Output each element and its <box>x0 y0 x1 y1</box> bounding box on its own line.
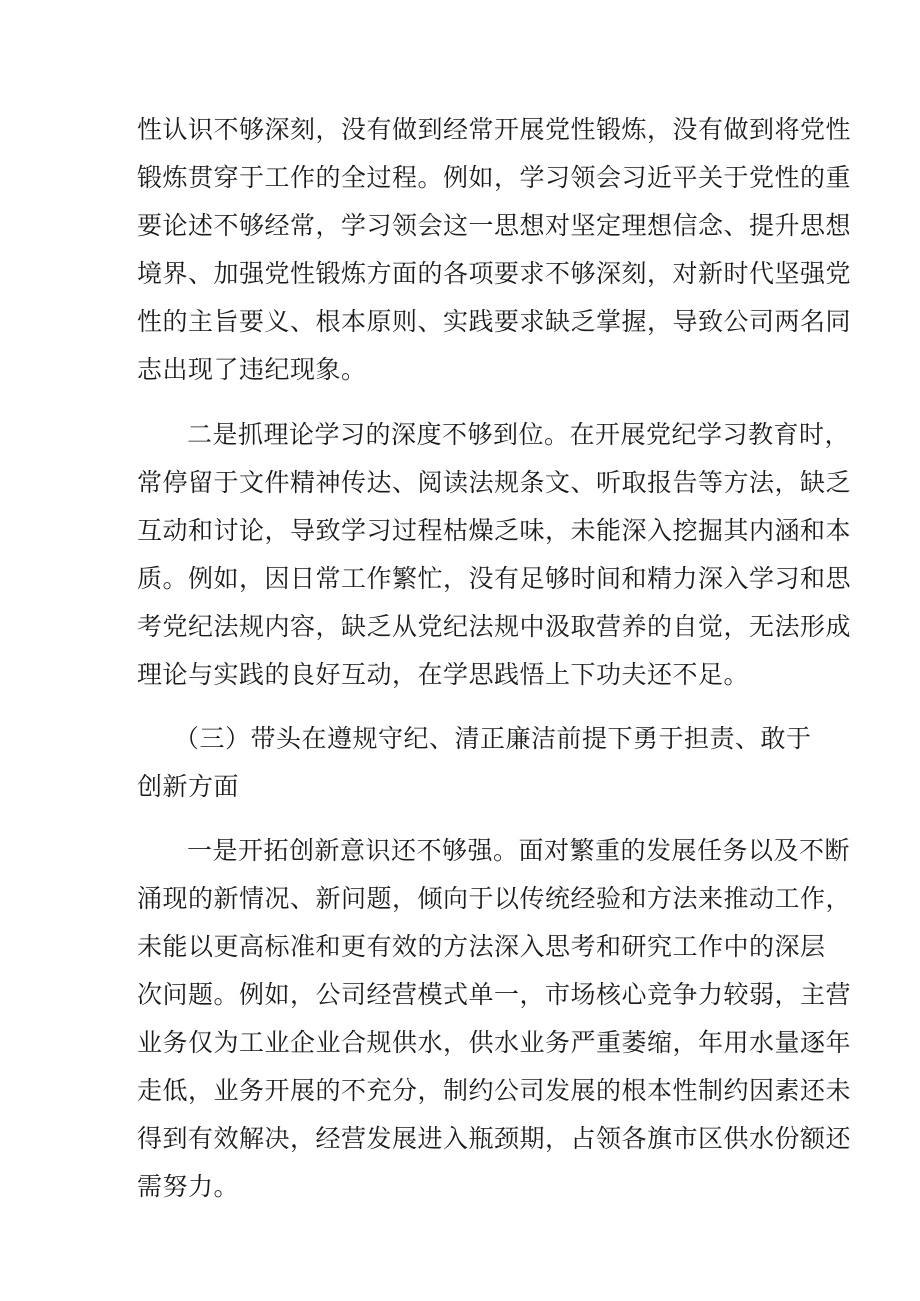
paragraph-start-line: 一是开拓创新意识还不够强。面对繁重的发展任务以及不断 <box>187 836 851 865</box>
body-text-line: 质。例如，因日常工作繁忙，没有足够时间和精力深入学习和思 <box>137 564 852 593</box>
body-text-line: 要论述不够经常，学习领会这一思想对坚定理想信念、提升思想 <box>137 211 852 240</box>
section-heading-line: （三）带头在遵规守纪、清正廉洁前提下勇于担责、敢于 <box>174 724 812 753</box>
body-text-line: 走低，业务开展的不充分，制约公司发展的根本性制约因素还未 <box>137 1076 852 1105</box>
body-text-line: 志出现了违纪现象。 <box>137 355 367 384</box>
body-text-line: 性认识不够深刻，没有做到经常开展党性锻炼，没有做到将党性 <box>137 115 852 144</box>
body-text-line: 性的主旨要义、根本原则、实践要求缺乏掌握，导致公司两名同 <box>137 307 852 336</box>
body-text-line: 业务仅为工业企业合规供水，供水业务严重萎缩，年用水量逐年 <box>137 1028 852 1057</box>
body-text-line: 次问题。例如，公司经营模式单一，市场核心竞争力较弱，主营 <box>137 980 852 1009</box>
paragraph-start-line: 二是抓理论学习的深度不够到位。在开展党纪学习教育时， <box>187 420 851 449</box>
body-text-line: 理论与实践的良好互动，在学思践悟上下功夫还不足。 <box>137 660 750 689</box>
body-text-line: 需努力。 <box>137 1172 240 1201</box>
body-text-line: 境界、加强党性锻炼方面的各项要求不够深刻，对新时代坚强党 <box>137 259 852 288</box>
body-text-line: 锻炼贯穿于工作的全过程。例如，学习领会习近平关于党性的重 <box>137 163 852 192</box>
body-text-line: 互动和讨论，导致学习过程枯燥乏味，未能深入挖掘其内涵和本 <box>137 516 852 545</box>
section-heading-line: 创新方面 <box>137 772 240 801</box>
body-text-line: 涌现的新情况、新问题，倾向于以传统经验和方法来推动工作， <box>137 884 852 913</box>
body-text-line: 考党纪法规内容，缺乏从党纪法规中汲取营养的自觉，无法形成 <box>137 612 852 641</box>
body-text-line: 常停留于文件精神传达、阅读法规条文、听取报告等方法，缺乏 <box>137 468 852 497</box>
body-text-line: 得到有效解决，经营发展进入瓶颈期，占领各旗市区供水份额还 <box>137 1124 852 1153</box>
body-text-line: 未能以更高标准和更有效的方法深入思考和研究工作中的深层 <box>137 932 826 961</box>
